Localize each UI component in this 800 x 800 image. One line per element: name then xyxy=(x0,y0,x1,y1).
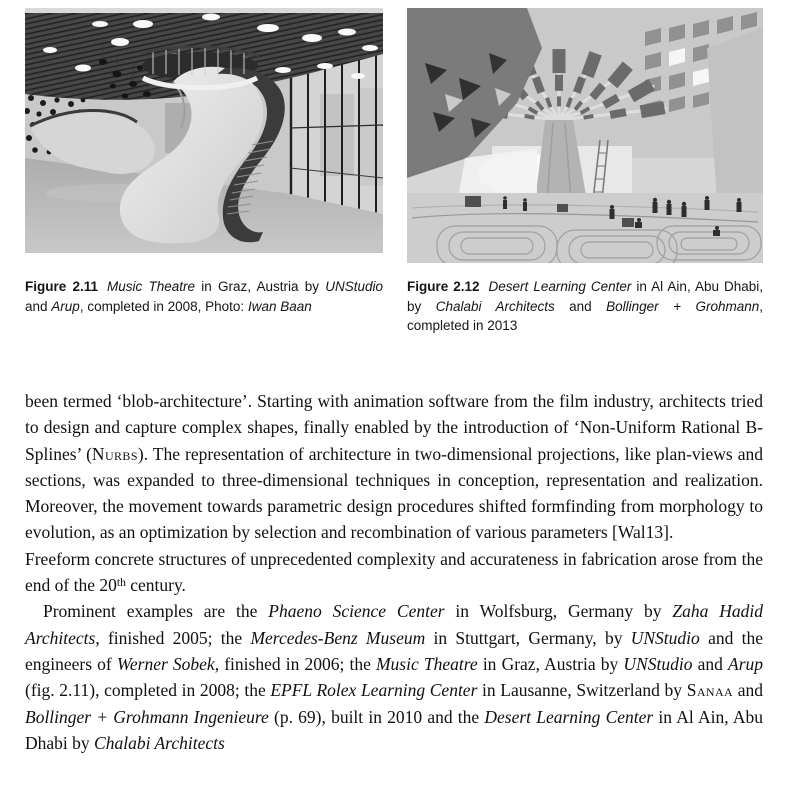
body-paragraph-2 xyxy=(25,546,763,599)
text-segment: and xyxy=(733,680,763,701)
text-segment: in Lausanne, Switzerland by xyxy=(477,680,687,701)
italic-text: Arup xyxy=(51,298,80,314)
italic-text: Bollinger + Grohmann xyxy=(606,298,760,314)
text-segment: Freeform concrete structures of unprecedented complexity and accurateness in fabrication arose from the end of the 20 xyxy=(25,548,763,596)
body-paragraph-3 xyxy=(25,598,763,756)
text-segment: in Graz, Austria by xyxy=(195,279,326,294)
text-segment: , completed in 2013 xyxy=(407,298,763,333)
page-body-text xyxy=(25,388,763,756)
figure-label: Figure 2.11 xyxy=(25,279,99,294)
italic-text: Chalabi Architects xyxy=(94,732,225,753)
italic-text: Desert Learning Center xyxy=(484,706,654,727)
figure-2-12 xyxy=(407,8,763,336)
figure-2-12-photo xyxy=(407,8,763,263)
text-segment: Sanaa xyxy=(686,680,734,701)
text-segment: (fig. 2.11), completed in 2008; the xyxy=(25,680,271,701)
text-segment: and the engineers of xyxy=(25,627,764,674)
text-segment: in Al Ain, Abu Dhabi, by xyxy=(407,279,764,314)
body-paragraph-1 xyxy=(25,388,763,546)
desert-learning-center-illustration xyxy=(407,8,763,263)
italic-text: Werner Sobek xyxy=(116,653,215,674)
italic-text: Iwan Baan xyxy=(247,298,312,314)
text-segment: and xyxy=(554,298,607,314)
music-theatre-illustration xyxy=(25,8,383,253)
glass-facade xyxy=(290,52,383,214)
construction-floor xyxy=(407,193,763,263)
text-segment: in Stuttgart, Germany, by xyxy=(425,627,631,648)
figure-label: Figure 2.12 xyxy=(407,279,480,294)
figure-2-11-photo xyxy=(25,8,383,253)
text-segment: th xyxy=(116,576,126,589)
text-segment: in Wolfsburg, Germany by xyxy=(444,601,673,622)
italic-text: UNStudio xyxy=(630,627,700,648)
text-segment: in Al Ain, Abu Dhabi by xyxy=(25,706,763,753)
figure-2-11 xyxy=(25,8,383,316)
text-segment: (p. 69), built in 2010 and the xyxy=(268,706,485,727)
italic-text: Chalabi Architects xyxy=(435,298,555,314)
text-segment: century. xyxy=(125,575,186,596)
text-segment: ). The representation of architecture in two-dimensional projections, like plan-views and sections, was expanded to three-dimensional techniques in conception, representation and realization. Moreover, the movement towards parametric design procedures shifted formfinding from morphology to evolution, as an optimization by selection and recombination of various parameters [Wal13]. xyxy=(25,443,763,543)
italic-text: Phaeno Science Center xyxy=(268,601,445,622)
italic-text: UNStudio xyxy=(623,653,693,674)
text-segment: , completed in 2008, Photo: xyxy=(79,298,248,314)
italic-text: Desert Learning Center xyxy=(488,279,632,294)
italic-text: Mercedes-Benz Museum xyxy=(250,627,426,648)
italic-text: Bollinger + Grohmann Ingenieure xyxy=(25,706,269,727)
text-segment: and xyxy=(25,298,52,314)
text-segment: in Graz, Austria by xyxy=(477,653,624,674)
italic-text: Arup xyxy=(728,653,763,674)
figure-2-11-caption xyxy=(25,277,383,316)
text-segment: , finished in 2006; the xyxy=(214,653,376,674)
text-segment: and xyxy=(692,653,728,674)
figure-2-12-caption xyxy=(407,277,763,336)
text-segment: Nurbs xyxy=(91,443,138,464)
italic-text: Music Theatre xyxy=(107,279,196,294)
figure-row xyxy=(25,8,763,336)
italic-text: UNStudio xyxy=(325,279,383,294)
italic-text: Zaha Hadid Architects xyxy=(25,601,763,648)
italic-text: EPFL Rolex Learning Center xyxy=(270,680,478,701)
text-segment: Prominent examples are the xyxy=(43,601,269,622)
text-segment: , finished 2005; the xyxy=(95,627,251,648)
italic-text: Music Theatre xyxy=(375,653,478,674)
text-segment: been termed ‘blob-architecture’. Starting with animation software from the film industry, architects tried to design and capture complex shapes, finally enabled by the introduction of ‘Non-Uniform Rational B-Splines’ ( xyxy=(25,391,763,464)
